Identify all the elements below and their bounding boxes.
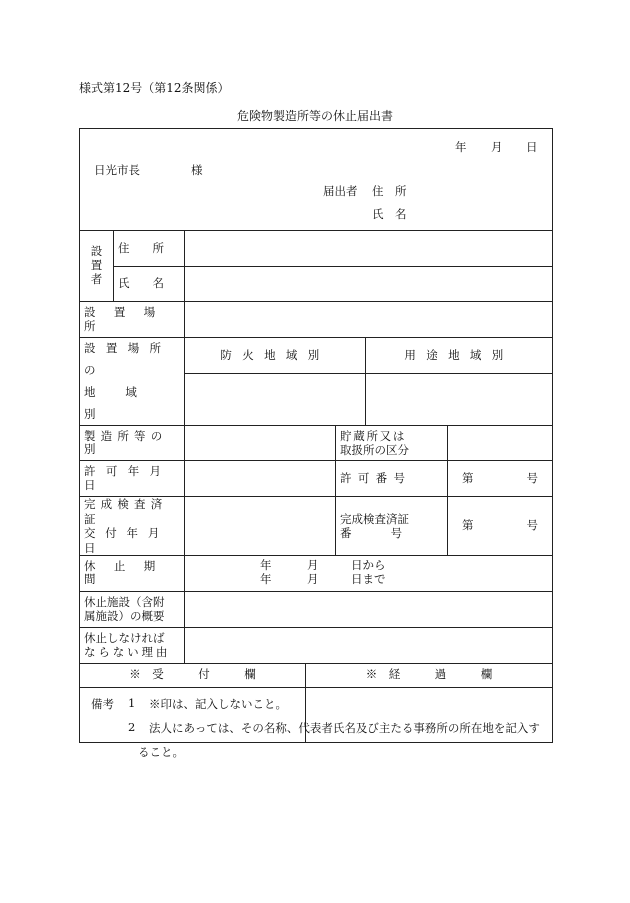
notes-label: 備考 (91, 697, 114, 711)
location-label: 設置場所 (80, 302, 185, 338)
date-month-label: 月 (491, 140, 503, 154)
use-zone-header: 用途地域別 (366, 338, 553, 374)
installer-address-field[interactable] (185, 231, 553, 267)
suspension-period-label: 休止期間 (80, 555, 185, 591)
document-title: 危険物製造所等の休止届出書 (236, 109, 393, 123)
reception-header: ※ 受 付 欄 (80, 663, 306, 687)
date-day-label: 日 (526, 140, 538, 154)
inspection-number-label: 完成検査済証 番号 (336, 497, 448, 556)
facility-overview-label: 休止施設（含附 属施設）の概要 (80, 591, 185, 627)
suspension-period-field[interactable]: 年 月 日から 年 月 日まで (185, 555, 553, 591)
facility-type-field[interactable] (185, 426, 336, 461)
location-field[interactable] (185, 302, 553, 338)
permit-number-label: 許可番号 (336, 461, 448, 497)
applicant-name-label: 氏 名 (372, 207, 407, 221)
inspection-date-field[interactable] (185, 497, 336, 556)
installer-label: 設 置 者 (80, 231, 114, 302)
notes-section (91, 696, 561, 768)
use-zone-field[interactable] (366, 373, 553, 425)
note-1-text: ※印は、記入しないこと。 (149, 697, 287, 711)
fire-zone-field[interactable] (185, 373, 366, 425)
suspension-reason-field[interactable] (185, 627, 553, 663)
installer-address-label: 住 所 (114, 231, 185, 267)
installer-name-field[interactable] (185, 267, 553, 302)
permit-date-label: 許可年月日 (80, 461, 185, 497)
inspection-number-field[interactable]: 第 号 (448, 497, 553, 556)
suspension-form-table (79, 128, 553, 743)
suspension-reason-label: 休止しなければ ならない理由 (80, 627, 185, 663)
header-block (80, 129, 553, 231)
facility-overview-field[interactable] (185, 591, 553, 627)
applicant-label: 届出者 (323, 184, 358, 198)
note-2-continuation: ること。 (138, 745, 184, 759)
honorific: 様 (191, 163, 203, 177)
district-label: 設置場所の 地域別 (80, 338, 185, 426)
note-1-number: 1 (128, 696, 136, 710)
progress-header: ※ 経 過 欄 (306, 663, 553, 687)
installer-name-label: 氏 名 (114, 267, 185, 302)
form-number: 様式第12号（第12条関係） (79, 81, 230, 95)
applicant-address-label: 住 所 (372, 184, 407, 198)
storage-class-label: 貯蔵所又は 取扱所の区分 (336, 426, 448, 461)
fire-zone-header: 防火地域別 (185, 338, 366, 374)
note-2-text: 法人にあっては、その名称、代表者氏名及び主たる事務所の所在地を記入す (149, 721, 540, 735)
note-2-number: 2 (128, 720, 136, 734)
permit-date-field[interactable] (185, 461, 336, 497)
facility-type-label: 製造所等の別 (80, 426, 185, 461)
addressee: 日光市長 (94, 163, 140, 177)
inspection-date-label: 完成検査済証 交付年月日 (80, 497, 185, 556)
permit-number-field[interactable]: 第 号 (448, 461, 553, 497)
storage-class-field[interactable] (448, 426, 553, 461)
date-year-label: 年 (455, 140, 467, 154)
